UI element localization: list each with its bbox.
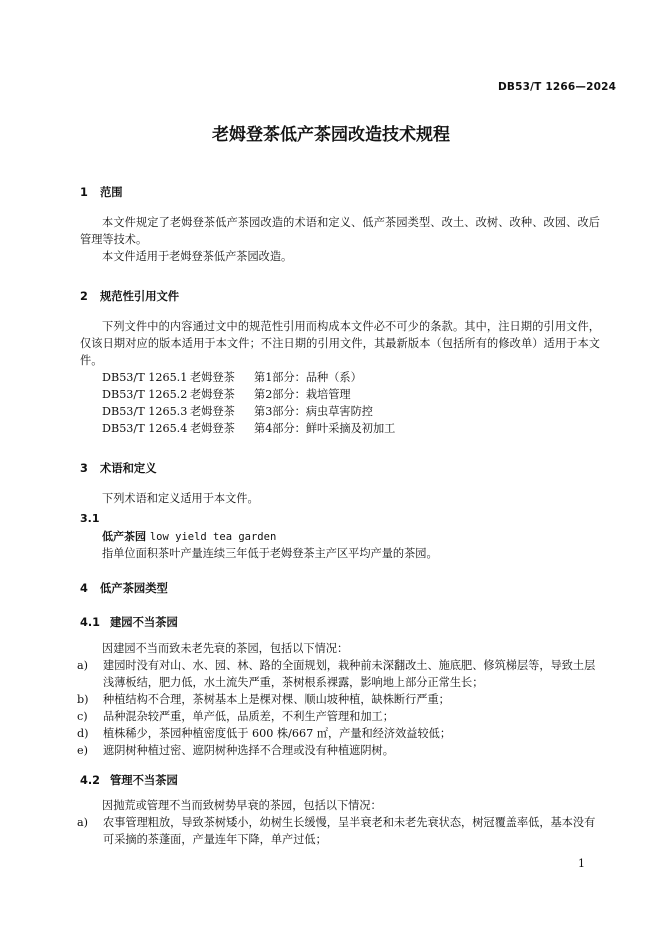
list-item: [77, 657, 600, 691]
list-label: a): [77, 816, 89, 829]
list-text: 建园时没有对山、水、园、林、路的全面规划，栽种前未深翻改土、施底肥、修筑梯层等，导致土层浅薄板结，肥力低，水土流失严重，茶树根系裸露，影响地上部分正常生长；: [103, 659, 596, 689]
list-text: 品种混杂较严重，单产低，品质差，不利生产管理和加工；: [103, 710, 394, 723]
subsection-number: 4.2: [80, 774, 101, 787]
section-2-paragraph-1: 下列文件中的内容通过文中的规范性引用而构成本文件必不可少的条款。其中，注日期的引用文件，仅该日期对应的版本适用于本文件；不注日期的引用文件，其最新版本（包括所有的修改单）适用于本文件。: [80, 320, 600, 367]
list-label: b): [77, 693, 89, 706]
section-title: 术语和定义: [100, 462, 157, 475]
list-label: d): [77, 727, 89, 740]
reference-name: 老姆登茶: [190, 405, 235, 418]
section-number: 3: [80, 462, 88, 475]
section-1-heading: [80, 184, 123, 200]
section-title: 低产茶园类型: [100, 582, 168, 595]
list-item: [77, 725, 600, 742]
list-item: [77, 708, 600, 725]
list-item: [77, 742, 600, 759]
reference-code: DB53/T 1265.1: [102, 371, 188, 384]
reference-part: 第1部分：品种（系）: [254, 371, 362, 384]
reference-part: 第2部分：栽培管理: [254, 388, 351, 401]
section-1-paragraph-2: 本文件适用于老姆登茶低产茶园改造。: [102, 250, 293, 263]
reference-code: DB53/T 1265.2: [102, 388, 188, 401]
normative-reference: [102, 403, 373, 420]
list-text: 遮阴树种植过密、遮阴树种选择不合理或没有种植遮阴树。: [103, 744, 394, 757]
list-text: 种植结构不合理，茶树基本上是棵对棵、顺山坡种植，缺株断行严重；: [103, 693, 450, 706]
term-entry: [102, 528, 276, 544]
subsection-number: 4.1: [80, 616, 101, 629]
list-label: c): [77, 710, 88, 723]
list-text: 植株稀少，茶园种植密度低于 600 株/667 ㎡，产量和经济效益较低；: [103, 727, 452, 740]
section-4-heading: [80, 580, 168, 596]
list-label: a): [77, 659, 89, 672]
term-definition: 指单位面积茶叶产量连续三年低于老姆登茶主产区平均产量的茶园。: [102, 547, 438, 560]
section-number: 4: [80, 582, 88, 595]
subsection-title: 管理不当茶园: [110, 774, 178, 787]
list-text: 农事管理粗放，导致茶树矮小，幼树生长缓慢，呈半衰老和未老先衰状态，树冠覆盖率低，基本没有可采摘的茶蓬面，产量连年下降，单产过低；: [103, 816, 596, 846]
subsection-4-1-heading: [80, 614, 178, 630]
section-3-paragraph-1: 下列术语和定义适用于本文件。: [102, 492, 259, 505]
subsection-4-2-heading: [80, 772, 178, 788]
page-number: 1: [578, 857, 585, 870]
list-item: [77, 814, 600, 848]
section-number: 1: [80, 186, 88, 199]
subsection-title: 建园不当茶园: [110, 616, 178, 629]
term-number: 3.1: [80, 512, 100, 525]
section-title: 规范性引用文件: [100, 290, 180, 303]
reference-name: 老姆登茶: [190, 388, 235, 401]
normative-reference: [102, 386, 351, 403]
list-label: e): [77, 744, 88, 757]
reference-code: DB53/T 1265.3: [102, 405, 188, 418]
reference-part: 第3部分：病虫草害防控: [254, 405, 373, 418]
reference-code: DB53/T 1265.4: [102, 422, 188, 435]
section-2-heading: [80, 288, 179, 304]
document-title: 老姆登茶低产茶园改造技术规程: [212, 125, 450, 145]
section-number: 2: [80, 290, 88, 303]
subsection-4-1-intro: 因建园不当而致未老先衰的茶园，包括以下情况：: [102, 642, 349, 655]
document-number: DB53/T 1266—2024: [498, 81, 617, 93]
section-3-heading: [80, 460, 157, 476]
subsection-4-2-intro: 因抛荒或管理不当而致树势早衰的茶园，包括以下情况：: [102, 799, 382, 812]
reference-name: 老姆登茶: [190, 422, 235, 435]
section-1-paragraph-1: 本文件规定了老姆登茶低产茶园改造的术语和定义、低产茶园类型、改土、改树、改种、改园、改后管理等技术。: [80, 216, 600, 246]
normative-reference: [102, 420, 395, 437]
term-english: low yield tea garden: [149, 531, 277, 543]
normative-reference: [102, 369, 362, 386]
term-chinese: 低产茶园: [102, 530, 146, 543]
list-item: [77, 691, 600, 708]
reference-name: 老姆登茶: [190, 371, 235, 384]
reference-part: 第4部分：鲜叶采摘及初加工: [254, 422, 396, 435]
section-title: 范围: [100, 186, 123, 199]
